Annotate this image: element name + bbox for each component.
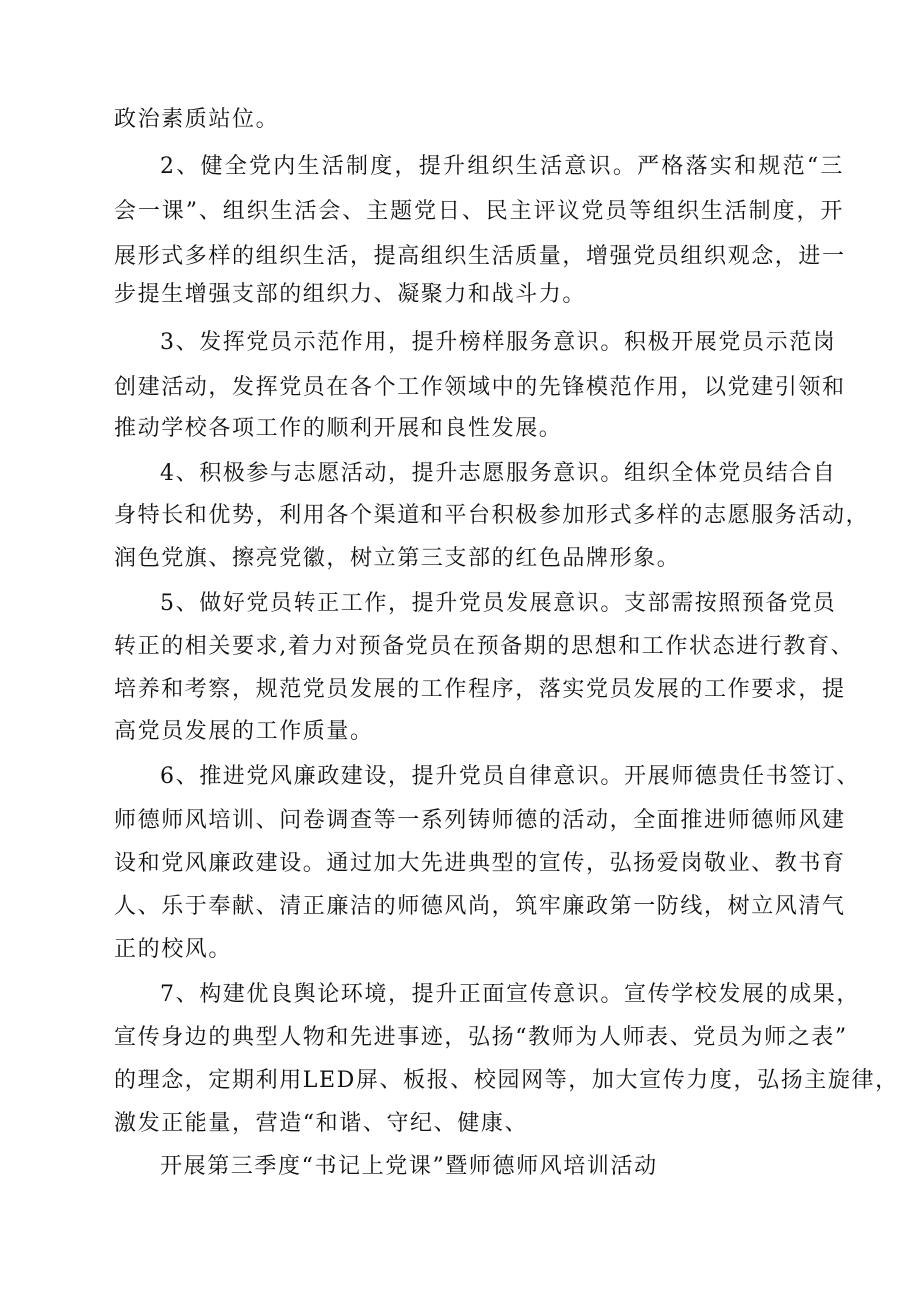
text-line: 会一课”、组织生活会、主题党日、民主评议党员等组织生活制度，开 xyxy=(114,199,844,224)
text-line: 转正的相关要求,着力对预备党员在预备期的思想和工作状态进行教育、 xyxy=(114,634,855,659)
text-line: 2、健全党内生活制度，提升组织生活意识。严格落实和规范“三 xyxy=(160,154,844,179)
text-line: 4、积极参与志愿活动，提升志愿服务意识。组织全体党员结合自 xyxy=(160,461,837,486)
text-line: 6、推进党风廉政建设，提升党员自律意识。开展师德贵任书签订、 xyxy=(160,764,860,789)
text-line: 政治素质站位。 xyxy=(114,107,280,132)
text-line: 润色党旗、擦亮党徽，树立第三支部的红色品牌形象。 xyxy=(114,546,681,571)
text-line: 设和党风廉政建设。通过加大先进典型的宣传，弘扬爱岗敬业、教书育 xyxy=(114,851,846,876)
text-line: 7、构建优良舆论环境，提升正面宣传意识。宣传学校发展的成果， xyxy=(160,982,860,1007)
text-line: 激发正能量，营造“和谐、守纪、健康、 xyxy=(114,1111,529,1136)
text-line: 3、发挥党员示范作用，提升榜样服务意识。积极开展党员示范岗 xyxy=(160,330,837,355)
text-line: 师德师风培训、问卷调查等一系列铸师德的活动，全面推进师德师风建 xyxy=(114,808,846,833)
text-line: 正的校风。 xyxy=(114,937,233,962)
text-line: 宣传身边的典型人物和先进事迹，弘扬“教师为人师表、党员为师之表” xyxy=(114,1025,848,1050)
text-line: 推动学校各项工作的顺利开展和良性发展。 xyxy=(114,416,563,441)
text-line: 的理念，定期利用LED屏、板报、校园网等，加大宣传力度，弘扬主旋律， xyxy=(114,1068,899,1093)
text-line: 身特长和优势，利用各个渠道和平台积极参加形式多样的志愿服务活动， xyxy=(114,503,870,528)
text-line: 高党员发展的工作质量。 xyxy=(114,719,374,744)
text-line: 步提生增强支部的组织力、凝聚力和战斗力。 xyxy=(114,282,587,307)
text-line: 培养和考察，规范党员发展的工作程序，落实党员发展的工作要求，提 xyxy=(114,677,846,702)
text-line: 展形式多样的组织生活，提高组织生活质量，增强党员组织观念，进一 xyxy=(114,244,846,269)
text-line: 创建活动，发挥党员在各个工作领域中的先锋模范作用，以党建引领和 xyxy=(114,375,846,400)
text-line: 5、做好党员转正工作，提升党员发展意识。支部需按照预备党员 xyxy=(160,591,837,616)
section-heading: 开展第三季度“书记上党课”暨师德师风培训活动 xyxy=(160,1154,658,1179)
text-line: 人、乐于奉献、清正廉洁的师德风尚，筑牢廉政第一防线，树立风清气 xyxy=(114,894,846,919)
